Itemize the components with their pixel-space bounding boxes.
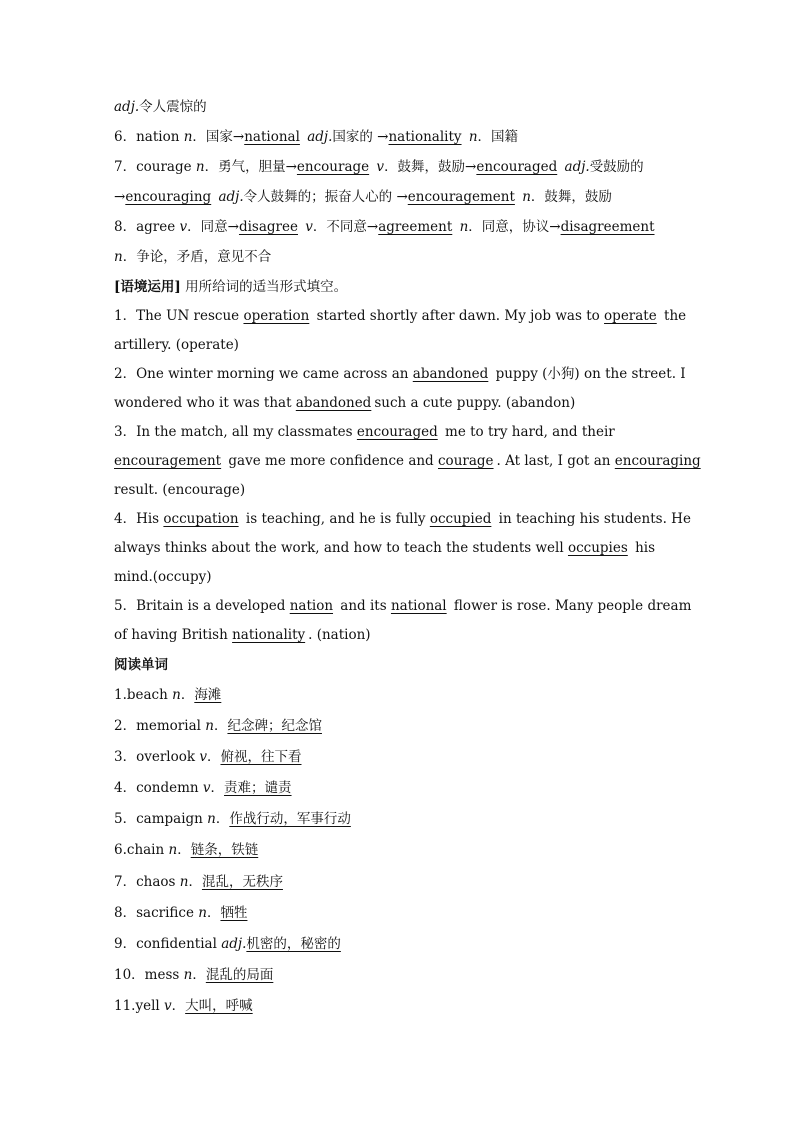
- text-line: [114, 592, 692, 621]
- answer-blank: encourage: [296, 159, 370, 175]
- text-segment: ．: [206, 904, 221, 921]
- answer-blank: occupation: [163, 511, 239, 527]
- text-segment: in teaching his students. He: [494, 511, 691, 527]
- text-segment: ．: [180, 687, 195, 703]
- text-line: [114, 182, 684, 212]
- answer-blank: national: [244, 129, 300, 145]
- text-segment: such a cute puppy. (abandon): [374, 395, 576, 411]
- text-line: [114, 242, 684, 272]
- answer-blank: abandoned: [295, 395, 372, 411]
- text-line: [114, 773, 684, 804]
- answer-blank: national: [390, 598, 447, 614]
- answer-blank: nationality: [388, 129, 462, 145]
- text-segment: 2．memorial: [114, 718, 206, 735]
- text-segment: ．国家→: [192, 129, 245, 145]
- text-segment: and its: [336, 598, 391, 614]
- answer-blank: 纪念碑；纪念馆: [227, 718, 322, 735]
- text-segment: ．不同意→: [312, 219, 379, 235]
- text-segment: ．争论，矛盾，意见不合: [122, 249, 272, 265]
- text-segment: 4．condemn: [114, 780, 203, 797]
- part-of-speech: adj.: [564, 159, 590, 175]
- text-line: [114, 835, 684, 866]
- answer-blank: disagreement: [560, 219, 655, 235]
- text-segment: ．国籍: [477, 129, 519, 145]
- text-segment: ．勇气，胆量→: [204, 159, 297, 175]
- part-of-speech: n: [179, 873, 189, 890]
- text-line: [114, 302, 687, 331]
- text-segment: 9．confidential: [114, 935, 222, 952]
- text-segment: . (nation): [308, 627, 371, 643]
- text-line: [114, 680, 684, 711]
- text-line: [114, 711, 684, 742]
- part-of-speech: v: [199, 749, 207, 766]
- text-segment: result. (encourage): [114, 482, 246, 498]
- answer-blank: encouragement: [114, 453, 222, 469]
- text-line: [114, 152, 684, 182]
- text-line: [114, 867, 684, 898]
- text-segment: wondered who it was that: [114, 395, 296, 411]
- text-segment: mind.(occupy): [114, 569, 212, 585]
- context-heading: [114, 272, 684, 302]
- text-line: [114, 650, 684, 680]
- answer-blank: 海滩: [194, 687, 222, 703]
- part-of-speech: n: [168, 842, 178, 859]
- part-of-speech: adj.: [221, 935, 247, 952]
- part-of-speech: v: [376, 159, 385, 175]
- part-of-speech: n: [183, 966, 193, 983]
- text-line: [114, 534, 684, 563]
- text-segment: artillery. (operate): [114, 337, 239, 353]
- text-segment: 8．agree: [114, 219, 180, 235]
- text-segment: 令人震惊的: [139, 99, 207, 115]
- answer-blank: abandoned: [412, 366, 489, 382]
- text-segment: 8．sacrifice: [114, 904, 199, 921]
- text-line: [114, 212, 684, 242]
- text-segment: [语境运用]: [114, 279, 181, 295]
- text-segment: the: [659, 308, 687, 324]
- text-segment: ．同意→: [187, 219, 239, 235]
- text-segment: 3．In the match, all my classmates: [114, 424, 357, 440]
- part-of-speech: v: [179, 219, 188, 235]
- text-segment: is teaching, and he is fully: [241, 511, 430, 527]
- part-of-speech: n: [114, 249, 123, 265]
- text-segment: 10．mess: [114, 966, 184, 983]
- text-segment: puppy (小狗) on the street. I: [491, 366, 686, 382]
- text-segment: ．: [206, 749, 221, 766]
- answer-blank: 机密的，秘密的: [246, 935, 341, 952]
- answer-blank: courage: [438, 453, 494, 469]
- answer-blank: encouragement: [407, 189, 515, 205]
- text-segment: 5．Britain is a developed: [114, 598, 290, 614]
- answer-blank: 责难；谴责: [224, 780, 292, 797]
- answer-blank: 俯视，往下看: [220, 749, 302, 766]
- answer-blank: nation: [289, 598, 334, 614]
- part-of-speech: n: [198, 904, 207, 921]
- text-line: [114, 991, 684, 1022]
- text-segment: 6．nation: [114, 129, 184, 145]
- answer-blank: occupies: [567, 540, 628, 556]
- answer-blank: 混乱的局面: [205, 966, 274, 983]
- text-segment: me to try hard, and their: [440, 424, 615, 440]
- text-segment: of having British: [114, 627, 233, 643]
- text-segment: 1.beach: [114, 687, 173, 703]
- text-line: [114, 331, 684, 360]
- answer-blank: encouraged: [476, 159, 558, 175]
- text-segment: →: [114, 189, 126, 205]
- answer-blank: encouraged: [356, 424, 438, 440]
- text-line: [114, 960, 684, 991]
- derivatives-section: [114, 92, 684, 272]
- text-segment: started shortly after dawn. My job was to: [312, 308, 605, 324]
- text-line: [114, 418, 684, 447]
- exercises-section: [114, 302, 701, 650]
- text-segment: ．: [192, 966, 206, 983]
- text-line: [114, 563, 684, 592]
- text-line: [114, 92, 684, 122]
- text-segment: 4．His: [114, 511, 164, 527]
- answer-blank: agreement: [378, 219, 453, 235]
- answer-blank: operate: [604, 308, 657, 324]
- answer-blank: occupied: [429, 511, 492, 527]
- text-line: [114, 804, 684, 835]
- text-segment: ．: [171, 997, 186, 1014]
- text-segment: his: [630, 540, 656, 556]
- answer-blank: 牺牲: [220, 904, 248, 921]
- text-line: [114, 447, 701, 476]
- text-line: [114, 272, 684, 302]
- part-of-speech: adj.: [218, 189, 244, 205]
- part-of-speech: n: [207, 811, 216, 828]
- text-segment: ．: [215, 811, 230, 828]
- answer-blank: encouraging: [614, 453, 701, 469]
- text-line: [114, 621, 684, 650]
- part-of-speech: adj.: [307, 129, 333, 145]
- text-segment: ．鼓舞，鼓励→: [384, 159, 477, 175]
- text-line: [114, 505, 691, 534]
- worksheet-page: [114, 92, 701, 1022]
- part-of-speech: n: [468, 129, 478, 145]
- part-of-speech: n: [459, 219, 469, 235]
- text-segment: 7．courage: [114, 159, 196, 175]
- text-line: [114, 122, 684, 152]
- vocab-heading: [114, 650, 684, 680]
- text-line: [114, 742, 684, 773]
- text-segment: 5．campaign: [114, 811, 208, 828]
- answer-blank: nationality: [232, 627, 306, 643]
- text-line: [114, 929, 684, 960]
- text-line: [114, 360, 684, 389]
- text-segment: always thinks about the work, and how to teach the students well: [114, 540, 568, 556]
- text-segment: gave me more confidence and: [224, 453, 438, 469]
- part-of-speech: v: [202, 780, 211, 797]
- text-segment: 11.yell: [114, 997, 165, 1014]
- part-of-speech: n: [183, 129, 193, 145]
- text-line: [114, 476, 684, 505]
- text-segment: 国家的 →: [332, 129, 389, 145]
- text-segment: ．: [210, 780, 225, 797]
- text-segment: 阅读单词: [114, 657, 168, 673]
- answer-blank: encouraging: [125, 189, 212, 205]
- text-segment: ．: [177, 842, 191, 859]
- answer-blank: operation: [243, 308, 310, 324]
- text-segment: 6.chain: [114, 842, 169, 859]
- text-segment: . At last, I got an: [496, 453, 615, 469]
- text-line: [114, 389, 684, 418]
- text-segment: 令人鼓舞的；振奋人心的 →: [243, 189, 408, 205]
- text-segment: 用所给词的适当形式填空。: [180, 279, 348, 295]
- answer-blank: 混乱，无秩序: [201, 873, 283, 890]
- answer-blank: 链条，铁链: [190, 842, 259, 859]
- text-segment: flower is rose. Many people dream: [449, 598, 692, 614]
- answer-blank: disagree: [238, 219, 298, 235]
- text-segment: 3．overlook: [114, 749, 200, 766]
- text-segment: 2．One winter morning we came across an: [114, 366, 413, 382]
- answer-blank: 作战行动，军事行动: [229, 811, 351, 828]
- part-of-speech: n: [195, 159, 205, 175]
- part-of-speech: v: [305, 219, 313, 235]
- answer-blank: 大叫，呼喊: [185, 997, 253, 1014]
- vocab-list: [114, 680, 684, 1022]
- text-segment: ．: [188, 873, 202, 890]
- part-of-speech: v: [164, 997, 172, 1014]
- text-segment: 1．The UN rescue: [114, 308, 244, 324]
- part-of-speech: n: [522, 189, 531, 205]
- text-segment: 7．chaos: [114, 873, 180, 890]
- part-of-speech: n: [205, 718, 214, 735]
- text-segment: ．同意，协议→: [468, 219, 561, 235]
- text-segment: ．: [213, 718, 228, 735]
- text-segment: 受鼓励的: [589, 159, 644, 175]
- part-of-speech: adj.: [114, 99, 140, 115]
- text-segment: ．鼓舞，鼓励: [530, 189, 612, 205]
- part-of-speech: n: [172, 687, 181, 703]
- text-line: [114, 898, 684, 929]
